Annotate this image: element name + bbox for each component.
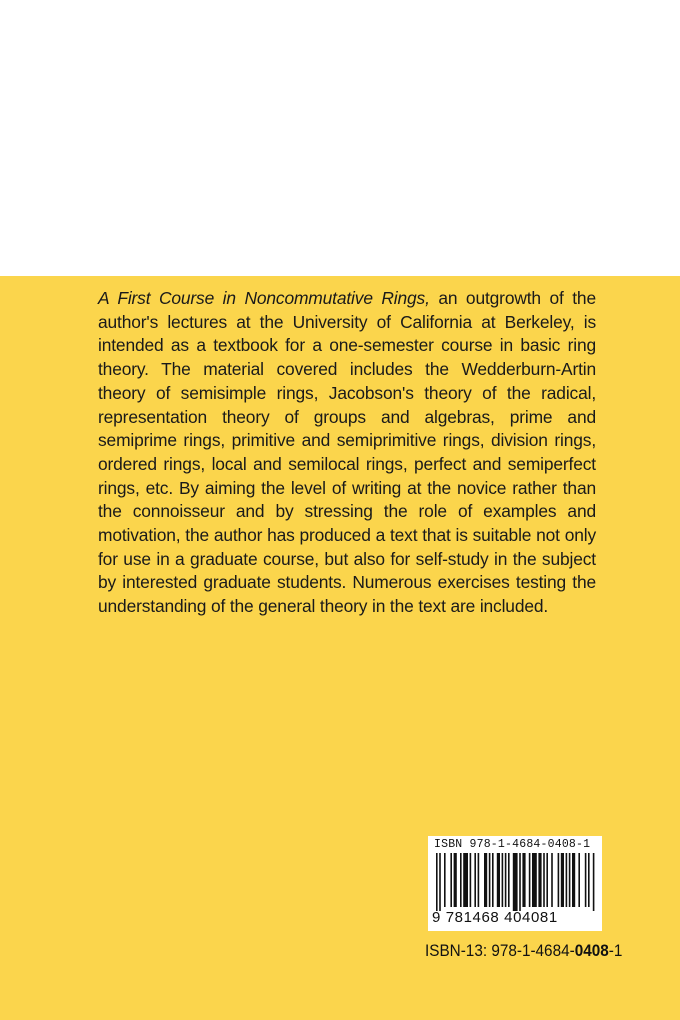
barcode-bar	[585, 853, 587, 907]
barcode-bar	[513, 853, 518, 911]
barcode-bar	[508, 853, 510, 907]
barcode-bar	[561, 853, 564, 907]
barcode-bar	[566, 853, 568, 907]
barcode-bar	[502, 853, 504, 907]
barcode-label	[428, 836, 602, 931]
book-description	[98, 287, 596, 619]
barcode-bar	[436, 853, 438, 911]
barcode-bar	[543, 853, 545, 907]
barcode-bar	[439, 853, 441, 911]
barcode-bar	[470, 853, 472, 907]
barcode-bar	[588, 853, 590, 907]
barcode-bar	[454, 853, 457, 907]
barcode-isbn-text: ISBN 978-1-4684-0408-1	[434, 838, 591, 851]
barcode-bar	[505, 853, 507, 907]
barcode-bar	[572, 853, 575, 907]
barcode-bar	[478, 853, 480, 907]
isbn13-bold: 0408	[574, 941, 609, 960]
isbn13-prefix: ISBN-13: 978-1-4684-	[425, 941, 575, 960]
top-white-area	[0, 0, 680, 276]
barcode-bar	[450, 853, 452, 907]
barcode-bar	[532, 853, 537, 907]
isbn13-suffix: -1	[608, 941, 623, 960]
barcode-bar	[593, 853, 595, 911]
barcode-bar	[460, 853, 462, 907]
barcode-ean-digits: 9 781468 404081	[432, 909, 558, 926]
description-body: an outgrowth of the author's lectures at the University of California at Berkeley, is intended as a textbook for a one-semester course in basic ring theory. The material covered includes the Wedderburn-Artin theory of semisimple rings, Jacobson's theory of the radical, representation theory of groups and algebras, prime and semiprime rings, primitive and semiprimitive rings, division rings, ordered rings, local and semilocal rings, perfect and semiperfect rings, etc. By aiming the level of writing at the novice rather than the connoisseur and by stressing the role of examples and motivation, the author has produced a text that is suitable not only for use in a graduate course, but also for self-study in the subject by interested graduate students. Numerous exercises testing the understanding of the general theory in the text are included.	[98, 288, 596, 617]
barcode-bar	[484, 853, 487, 907]
barcode-bar	[463, 853, 468, 907]
barcode-bar	[538, 853, 541, 907]
barcode-bar	[578, 853, 580, 907]
barcode-bar	[519, 853, 521, 911]
barcode-bar	[474, 853, 476, 907]
barcode-bar	[489, 853, 491, 907]
barcode-bar	[444, 853, 446, 907]
book-title: A First Course in Noncommutative Rings,	[98, 288, 430, 308]
barcode-bar	[529, 853, 531, 907]
isbn13-line	[425, 941, 622, 961]
barcode-bar	[492, 853, 494, 907]
barcode-bars	[434, 853, 596, 911]
barcode-bar	[558, 853, 560, 907]
barcode-bar	[522, 853, 525, 907]
barcode-bar	[546, 853, 548, 907]
barcode-bar	[497, 853, 500, 907]
barcode-bar	[569, 853, 571, 907]
barcode-bar	[551, 853, 553, 907]
